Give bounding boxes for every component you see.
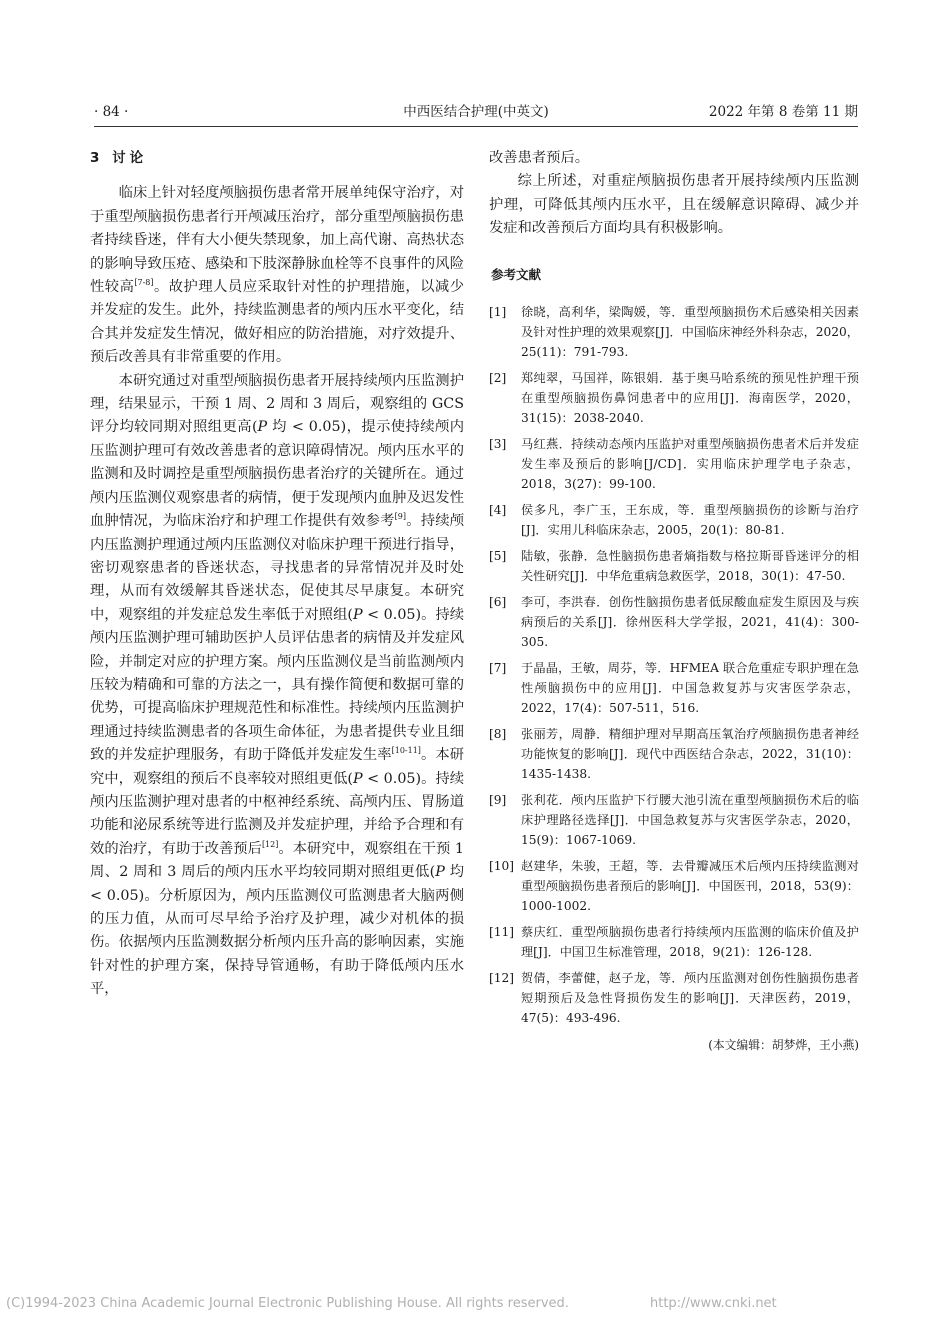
citation: [10-11] xyxy=(391,746,421,756)
reference-number: [8] xyxy=(489,727,507,742)
references-title: 参考文献 xyxy=(491,266,542,282)
reference-number: [2] xyxy=(489,371,507,386)
citation: [7-8] xyxy=(134,278,154,288)
reference-number: [10] xyxy=(489,859,515,874)
copyright-footer xyxy=(0,1296,950,1316)
cnki-link[interactable]: http://www.cnki.net xyxy=(650,1296,777,1311)
reference-item xyxy=(489,724,859,784)
right-column xyxy=(489,147,859,1057)
section-title: 3 讨论 xyxy=(90,150,148,166)
discussion-paragraph-2-continued: 改善患者预后。 xyxy=(489,150,590,166)
copyright-text: (C)1994-2023 China Academic Journal Electronic Publishing House. All rights reserved. xyxy=(6,1296,569,1311)
reference-number: [9] xyxy=(489,793,507,808)
reference-text: 徐晓，高利华，梁陶媛，等．重型颅脑损伤术后感染相关因素及针对性护理的效果观察[J]．中国临床神经外科杂志，2020，25(11)：791-793. xyxy=(521,305,859,360)
reference-item xyxy=(489,500,859,540)
reference-number: [11] xyxy=(489,925,515,940)
reference-number: [3] xyxy=(489,437,507,452)
reference-number: [5] xyxy=(489,549,507,564)
reference-item xyxy=(489,368,859,428)
reference-item xyxy=(489,658,859,718)
discussion-paragraph-3: 综上所述，对重症颅脑损伤患者开展持续颅内压监测护理，可降低其颅内压水平，且在缓解意识障碍、减少并发症和改善预后方面均具有积极影响。 xyxy=(489,173,859,237)
reference-item xyxy=(489,856,859,916)
reference-text: 蔡庆红．重型颅脑损伤患者行持续颅内压监测的临床价值及护理[J]．中国卫生标准管理，2018，9(21)：126-128. xyxy=(521,925,859,960)
reference-text: 赵建华，朱骏，王超，等．去骨瓣减压术后颅内压持续监测对重型颅脑损伤患者预后的影响[J]．中国医刊，2018，53(9)：1000-1002. xyxy=(521,859,859,914)
editor-note: (本文编辑：胡梦烨，王小燕) xyxy=(708,1038,859,1053)
reference-item xyxy=(489,546,859,586)
discussion-paragraph-2: 本研究通过对重型颅脑损伤患者开展持续颅内压监测护理，结果显示，干预 1 周、2 周和 3 周后，观察组的 GCS 评分均较同期对照组更高(P 均 < 0.05)，提示使持续颅内压监测护理可有效改善患者的意识障碍情况。颅内压水平的监测和及时调控是重型颅脑损伤患者治疗的关键所在。通过颅内压监测仪观察患者的病情，便于发现颅内血肿及迟发性血肿情况，为临床治疗和护理工作提供有效参考[9]。持续颅内压监测护理通过颅内压监测仪对临床护理干预进行指导，密切观察患者的昏迷状态，寻找患者的异常情况并及时处理，从而有效缓解其昏迷状态，促使其尽早康复。本研究中，观察组的并发症总发生率低于对照组(P < 0.05)。持续颅内压监测护理可辅助医护人员评估患者的病情及并发症风险，并制定对应的护理方案。颅内压监测仪是当前监测颅内压较为精确和可靠的方法之一，具有操作简便和数据可靠的优势，可提高临床护理规范性和标准性。持续颅内压监测护理通过持续监测患者的各项生命体征，为患者提供专业且细致的并发症护理服务，有助于降低并发症发生率[10-11]。本研究中，观察组的预后不良率较对照组更低(P < 0.05)。持续颅内压监测护理对患者的中枢神经系统、高颅内压、胃肠道功能和泌尿系统等进行监测及并发症护理，并给予合理和有效的治疗，有助于改善预后[12]。本研究中，观察组在干预 1 周、2 周和 3 周后的颅内压水平均较同期对照组更低(P 均 < 0.05)。分析原因为，颅内压监测仪可监测患者大脑两侧的压力值，从而可尽早给予治疗及护理，减少对机体的损伤。依据颅内压监测数据分析颅内压升高的影响因素，实施针对性的护理方案，保持导管通畅，有助于降低颅内压水平， xyxy=(90,372,465,998)
reference-item xyxy=(489,592,859,652)
reference-text: 贺倩，李蕾健，赵子龙，等．颅内压监测对创伤性脑损伤患者短期预后及急性肾损伤发生的影响[J]．天津医药，2019，47(5)：493-496. xyxy=(521,971,859,1026)
reference-item xyxy=(489,922,859,962)
reference-text: 于晶晶，王敏，周芬，等．HFMEA 联合危重症专职护理在急性颅脑损伤中的应用[J]．中国急救复苏与灾害医学杂志，2022，17(4)：507-511，516. xyxy=(521,661,859,716)
reference-number: [12] xyxy=(489,971,515,986)
left-column xyxy=(90,147,464,1002)
citation: [9] xyxy=(394,512,406,522)
reference-number: [6] xyxy=(489,595,507,610)
discussion-paragraph-1: 临床上针对轻度颅脑损伤患者常开展单纯保守治疗，对于重型颅脑损伤患者行开颅减压治疗，部分重型颅脑损伤患者持续昏迷，伴有大小便失禁现象，加上高代谢、高热状态的影响导致压疮、感染和下肢深静脉血栓等不良事件的风险性较高[7-8]。故护理人员应采取针对性的护理措施，以减少并发症的发生。此外，持续监测患者的颅内压水平变化，结合其并发症发生情况，做好相应的防治措施，对疗效提升、预后改善具有非常重要的作用。 xyxy=(90,185,464,366)
reference-item xyxy=(489,434,859,494)
reference-number: [4] xyxy=(489,503,507,518)
reference-text: 张丽芳，周静．精细护理对早期高压氧治疗颅脑损伤患者神经功能恢复的影响[J]．现代中西医结合杂志，2022，31(10)：1435-1438. xyxy=(521,727,859,782)
reference-text: 李可，李洪春．创伤性脑损伤患者低尿酸血症发生原因及与疾病预后的关系[J]．徐州医科大学学报，2021，41(4)：300-305. xyxy=(521,595,859,650)
reference-text: 马红燕．持续动态颅内压监护对重型颅脑损伤患者术后并发症发生率及预后的影响[J/CD]．实用临床护理学电子杂志，2018，3(27)：99-100. xyxy=(521,437,859,492)
reference-number: [7] xyxy=(489,661,507,676)
reference-item xyxy=(489,302,859,362)
reference-text: 侯多凡，李广玉，王东成，等．重型颅脑损伤的诊断与治疗[J]．实用儿科临床杂志，2005，20(1)：80-81. xyxy=(521,503,859,538)
running-header xyxy=(94,103,858,125)
reference-number: [1] xyxy=(489,305,507,320)
journal-title: 中西医结合护理(中英文) xyxy=(403,104,549,120)
reference-item xyxy=(489,790,859,850)
references-list xyxy=(489,302,859,1028)
issue-info: 2022 年第 8 卷第 11 期 xyxy=(708,104,858,120)
header-rule xyxy=(94,126,858,127)
reference-text: 郑纯翠，马国祥，陈银娟．基于奥马哈系统的预见性护理干预在重型颅脑损伤鼻饲患者中的应用[J]．海南医学，2020，31(15)：2038-2040. xyxy=(521,371,859,426)
page-number: · 84 · xyxy=(94,104,129,120)
reference-text: 张利花．颅内压监护下行腰大池引流在重型颅脑损伤术后的临床护理路径选择[J]．中国急救复苏与灾害医学杂志，2020，15(9)：1067-1069. xyxy=(521,793,859,848)
citation: [12] xyxy=(261,840,279,850)
reference-item xyxy=(489,968,859,1028)
reference-text: 陆敏，张静．急性脑损伤患者熵指数与格拉斯哥昏迷评分的相关性研究[J]．中华危重病急救医学，2018，30(1)：47-50. xyxy=(521,549,859,584)
